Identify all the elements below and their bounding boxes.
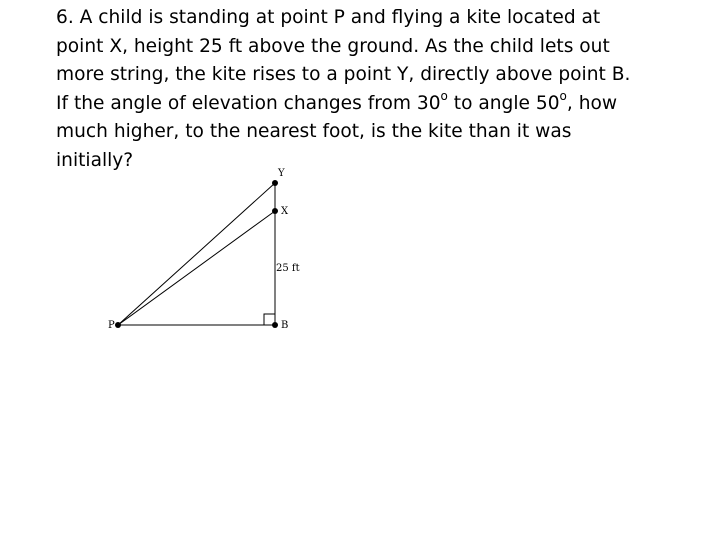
point-p-dot (115, 322, 121, 328)
label-height-25ft: 25 ft (276, 263, 300, 274)
label-b: B (281, 320, 289, 331)
problem-line-5: much higher, to the nearest foot, is the kite than it was (56, 121, 572, 142)
problem-line-6: initially? (56, 149, 134, 171)
string-to-y (118, 183, 275, 325)
problem-line-2: point X, height 25 ft above the ground. As the child lets out (56, 35, 610, 57)
point-y-dot (272, 180, 278, 186)
problem-number: 6. (56, 7, 74, 28)
string-to-x (118, 211, 275, 325)
point-b-dot (272, 322, 278, 328)
label-x: X (281, 206, 289, 217)
degree-symbol: o (559, 89, 567, 104)
label-y: Y (278, 168, 285, 179)
degree-symbol: o (440, 89, 448, 104)
problem-line-4: If the angle of elevation changes from 30$^o$ to angle 50$^o$, how (56, 89, 618, 114)
label-p: P (108, 320, 115, 331)
problem-line-1: 6. A child is standing at point P and flying a kite located at (56, 7, 601, 28)
problem-line-3: more string, the kite rises to a point Y, directly above point B. (56, 64, 631, 85)
point-x-dot (272, 208, 278, 214)
